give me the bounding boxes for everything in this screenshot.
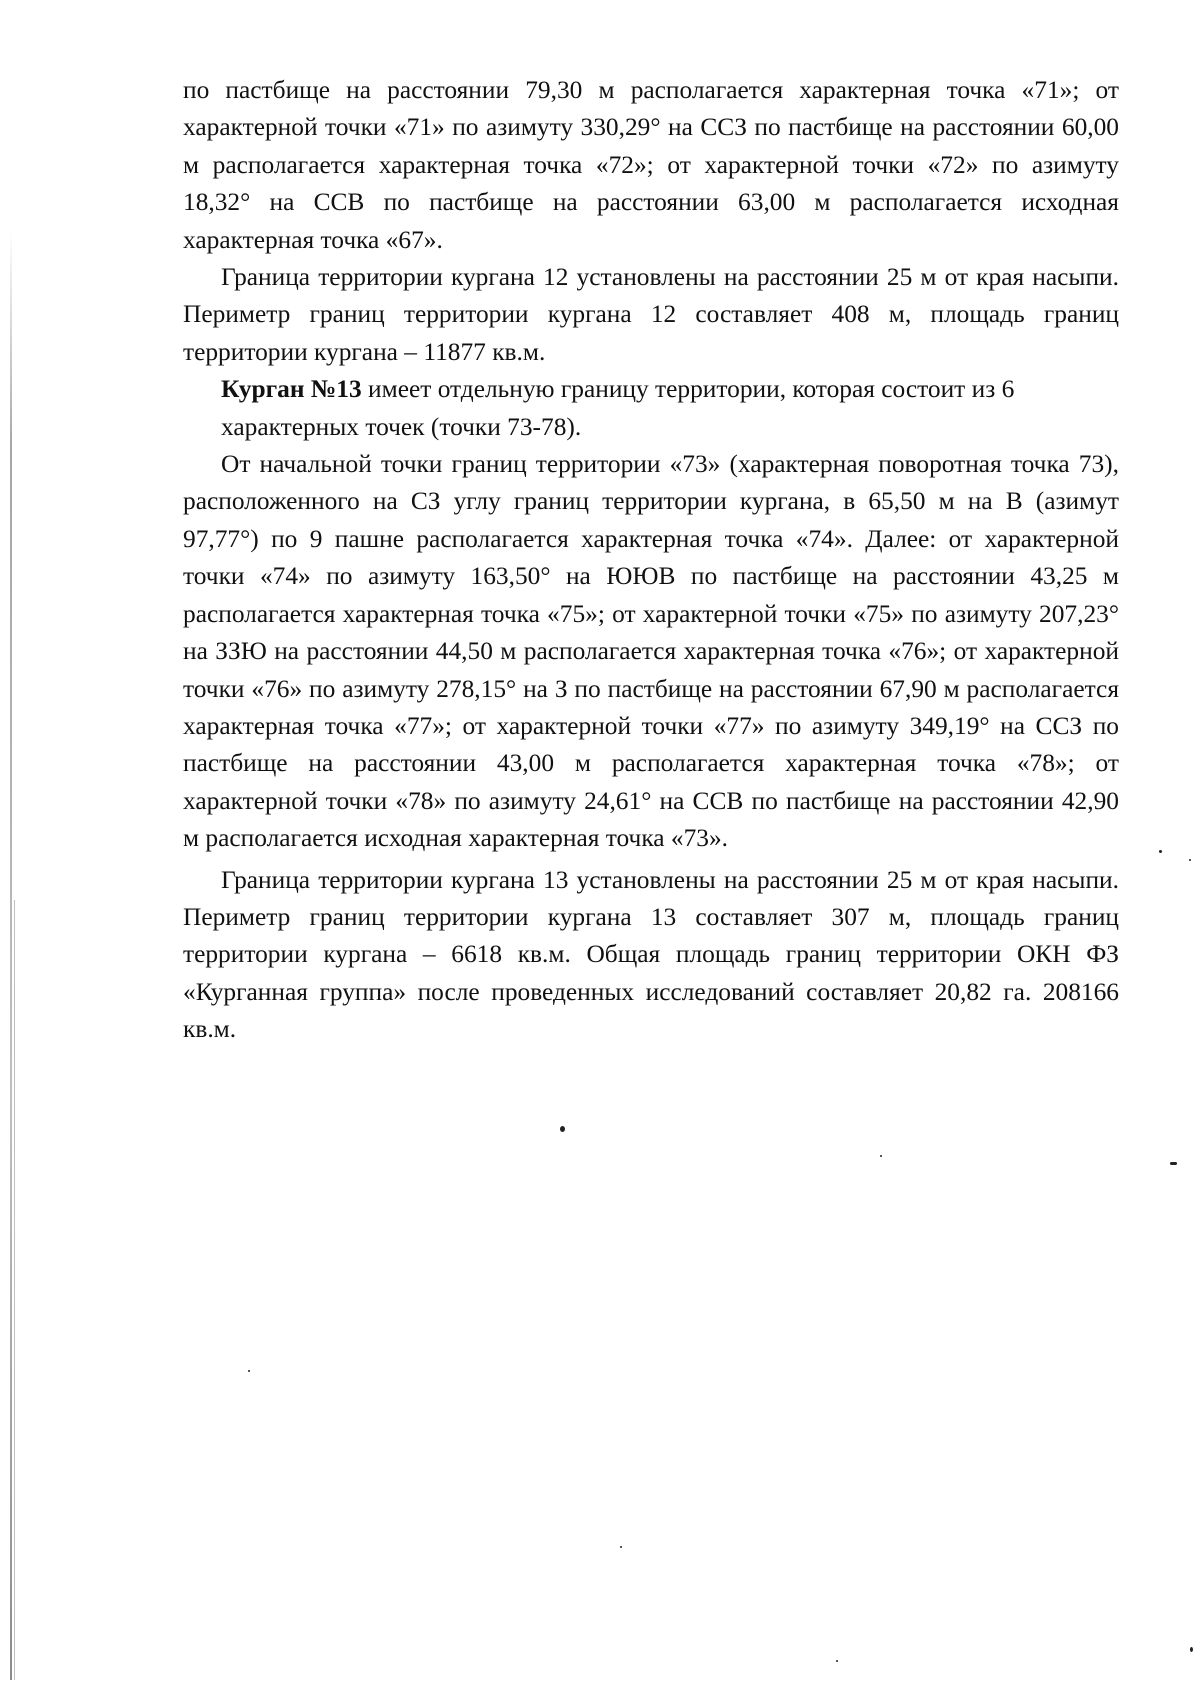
paragraph-kurgan-12-summary: Граница территории кургана 12 установлены на расстоянии 25 м от края насыпи. Периметр границ территории кургана 12 составляет 408 м, площадь границ территории кургана – 11877 кв.м. <box>183 263 1119 366</box>
scan-speck <box>1190 1647 1193 1652</box>
paragraph-kurgan-13-intro <box>183 371 1119 446</box>
scan-speck <box>836 1660 838 1662</box>
paragraph-kurgan-12-route-end: по пастбище на расстоянии 79,30 м располагается характерная точка «71»; от характерной точки «71» по азимуту 330,29° на ССЗ по пастбище на расстоянии 60,00 м располагается характерная точка «72»; от характерной точки «72» по азимуту 18,32° на ССВ по пастбище на расстоянии 63,00 м располагается исходная характерная точка «67». <box>183 76 1119 254</box>
scan-speck <box>1159 850 1162 853</box>
scan-speck <box>1170 1162 1177 1165</box>
scan-edge-mark <box>10 230 12 1680</box>
kurgan-13-intro-text: имеет отдельную границу территории, которая состоит из 6 характерных точек (точки 73-78). <box>221 375 1015 441</box>
scan-speck <box>248 1370 250 1372</box>
scan-speck <box>880 1155 882 1157</box>
scan-speck <box>620 1546 622 1548</box>
kurgan-13-heading: Курган №13 <box>221 375 362 404</box>
scan-edge-mark-secondary <box>14 900 15 1680</box>
scan-speck <box>560 1126 565 1132</box>
paragraph-kurgan-13-route: От начальной точки границ территории «73» (характерная поворотная точка 73), расположенного на СЗ углу границ территории кургана, в 65,50 м на В (азимут 97,77°) по 9 пашне располагается характерная точка «74». Далее: от характерной точки «74» по азимуту 163,50° на ЮЮВ по пастбище на расстоянии 43,25 м располагается характерная точка «75»; от характерной точки «75» по азимуту 207,23° на ЗЗЮ на расстоянии 44,50 м располагается характерная точка «76»; от характерной точки «76» по азимуту 278,15° на З по пастбище на расстоянии 67,90 м располагается характерная точка «77»; от характерной точки «77» по азимуту 349,19° на ССЗ по пастбище на расстоянии 43,00 м располагается характерная точка «78»; от характерной точки «78» по азимуту 24,61° на ССВ по пастбище на расстоянии 42,90 м располагается исходная характерная точка «73». <box>183 450 1119 853</box>
scan-speck <box>1189 859 1191 861</box>
paragraph-kurgan-13-summary: Граница территории кургана 13 установлены на расстоянии 25 м от края насыпи. Периметр границ территории кургана 13 составляет 307 м, площадь границ территории кургана – 6618 кв.м. Общая площадь границ территории ОКН ФЗ «Курганная группа» после проведенных исследований составляет 20,82 га. 208166 кв.м. <box>183 865 1119 1044</box>
document-body <box>183 72 1119 1049</box>
